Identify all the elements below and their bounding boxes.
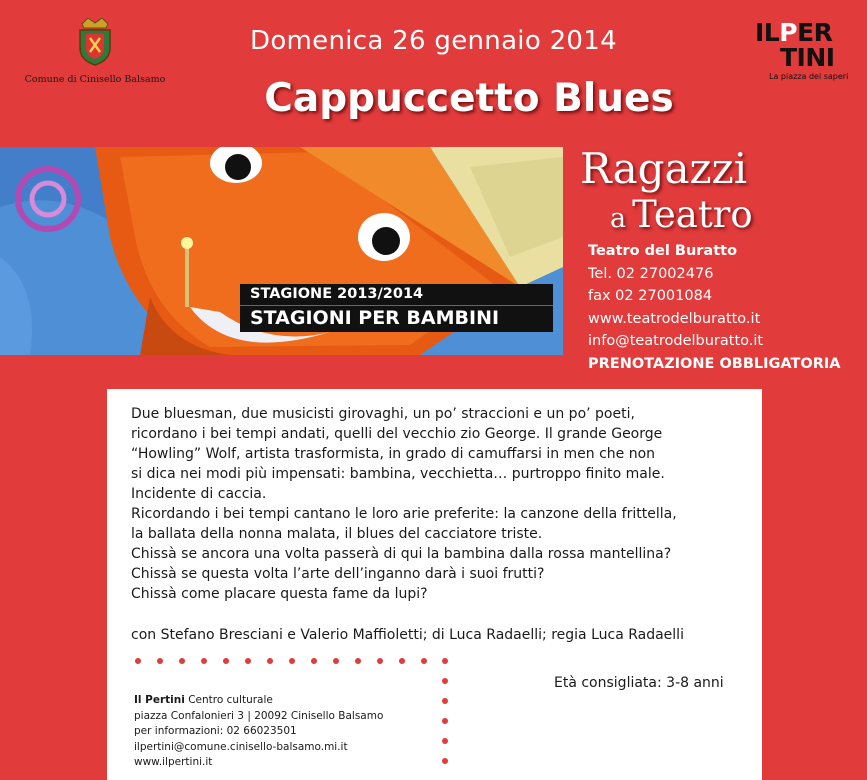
description-line: Chissà se ancora una volta passerà di qui la bambina dalla rossa mantellina? bbox=[131, 546, 672, 562]
ragazzi-line1: Ragazzi bbox=[580, 144, 748, 193]
divider-dot bbox=[399, 658, 405, 664]
pertini-tagline: La piazza dei saperi bbox=[769, 72, 849, 81]
pertini-il: IL bbox=[755, 18, 780, 47]
description-line: Due bluesman, due musicisti girovaghi, un po’ straccioni e un po’ poeti, bbox=[131, 406, 635, 422]
pertini-org-desc: Centro culturale bbox=[184, 694, 273, 706]
divider-dot bbox=[355, 658, 361, 664]
divider-dot bbox=[311, 658, 317, 664]
ragazzi-teatro: Teatro bbox=[632, 193, 753, 236]
description-line: Incidente di caccia. bbox=[131, 486, 267, 502]
divider-dot bbox=[442, 698, 448, 704]
description bbox=[131, 404, 741, 604]
season-line1: STAGIONE 2013/2014 bbox=[240, 284, 553, 305]
teatro-tel: Tel. 02 27002476 bbox=[588, 265, 714, 282]
divider-dot bbox=[267, 658, 273, 664]
description-line: Chissà se questa volta l’arte dell’inganno darà i suoi frutti? bbox=[131, 566, 545, 582]
pertini-email-link[interactable]: ilpertini@comune.cinisello-balsamo.mi.it bbox=[134, 740, 348, 753]
pertini-address: piazza Confalonieri 3 | 20092 Cinisello Balsamo bbox=[134, 709, 384, 722]
teatro-web-link[interactable]: www.teatrodelburatto.it bbox=[588, 310, 761, 327]
divider-dot bbox=[179, 658, 185, 664]
dotted-divider-horizontal bbox=[135, 658, 555, 666]
divider-dot bbox=[421, 658, 427, 664]
dotted-divider-vertical bbox=[439, 658, 451, 780]
divider-dot bbox=[223, 658, 229, 664]
description-line: Ricordando i bei tempi cantano le loro arie preferite: la canzone della frittella, bbox=[131, 506, 677, 522]
season-line2: STAGIONI PER BAMBINI bbox=[240, 305, 553, 332]
season-banner bbox=[240, 284, 553, 332]
teatro-name: Teatro del Buratto bbox=[588, 243, 738, 259]
pertini-org-name: Il Pertini bbox=[134, 694, 185, 706]
credits: con Stefano Bresciani e Valerio Maffioletti; di Luca Radaelli; regia Luca Radaelli bbox=[131, 627, 684, 643]
divider-dot bbox=[442, 718, 448, 724]
description-line: la ballata della nonna malata, il blues del cacciatore triste. bbox=[131, 526, 543, 542]
divider-dot bbox=[201, 658, 207, 664]
pertini-p: P bbox=[779, 18, 798, 47]
divider-dot bbox=[135, 658, 141, 664]
divider-dot bbox=[245, 658, 251, 664]
pertini-phone: per informazioni: 02 66023501 bbox=[134, 725, 297, 737]
divider-dot bbox=[289, 658, 295, 664]
pertini-contacts bbox=[134, 693, 383, 771]
age-recommendation: Età consigliata: 3-8 anni bbox=[554, 675, 724, 691]
divider-dot bbox=[333, 658, 339, 664]
divider-dot bbox=[442, 678, 448, 684]
description-card bbox=[107, 389, 762, 780]
divider-dot bbox=[442, 758, 448, 764]
pertini-web-link[interactable]: www.ilpertini.it bbox=[134, 756, 213, 768]
pertini-logo bbox=[755, 20, 850, 81]
ragazzi-a-teatro-logo bbox=[580, 145, 753, 241]
description-line: “Howling” Wolf, artista trasformista, in grado di camuffarsi in men che non bbox=[131, 446, 656, 462]
teatro-fax: fax 02 27001084 bbox=[588, 288, 713, 304]
description-line: ricordano i bei tempi andati, quelli del vecchio zio George. Il grande George bbox=[131, 426, 663, 442]
show-title: Cappuccetto Blues bbox=[264, 76, 674, 121]
comune-name: Comune di Cinisello Balsamo bbox=[24, 74, 166, 85]
divider-dot bbox=[442, 738, 448, 744]
event-date: Domenica 26 gennaio 2014 bbox=[250, 26, 617, 56]
pertini-tini: TINI bbox=[780, 43, 835, 72]
divider-dot bbox=[442, 658, 448, 664]
teatro-contacts bbox=[588, 240, 841, 375]
ragazzi-a: a bbox=[610, 203, 627, 234]
teatro-email-link[interactable]: info@teatrodelburatto.it bbox=[588, 333, 764, 349]
divider-dot bbox=[377, 658, 383, 664]
booking-notice: PRENOTAZIONE OBBLIGATORIA bbox=[588, 355, 841, 372]
divider-dot bbox=[157, 658, 163, 664]
pertini-er: ER bbox=[797, 18, 833, 47]
description-line: Chissà come placare questa fame da lupi? bbox=[131, 586, 428, 602]
description-line: si dica nei modi più impensati: bambina, vecchietta… purtroppo finito male. bbox=[131, 466, 665, 482]
